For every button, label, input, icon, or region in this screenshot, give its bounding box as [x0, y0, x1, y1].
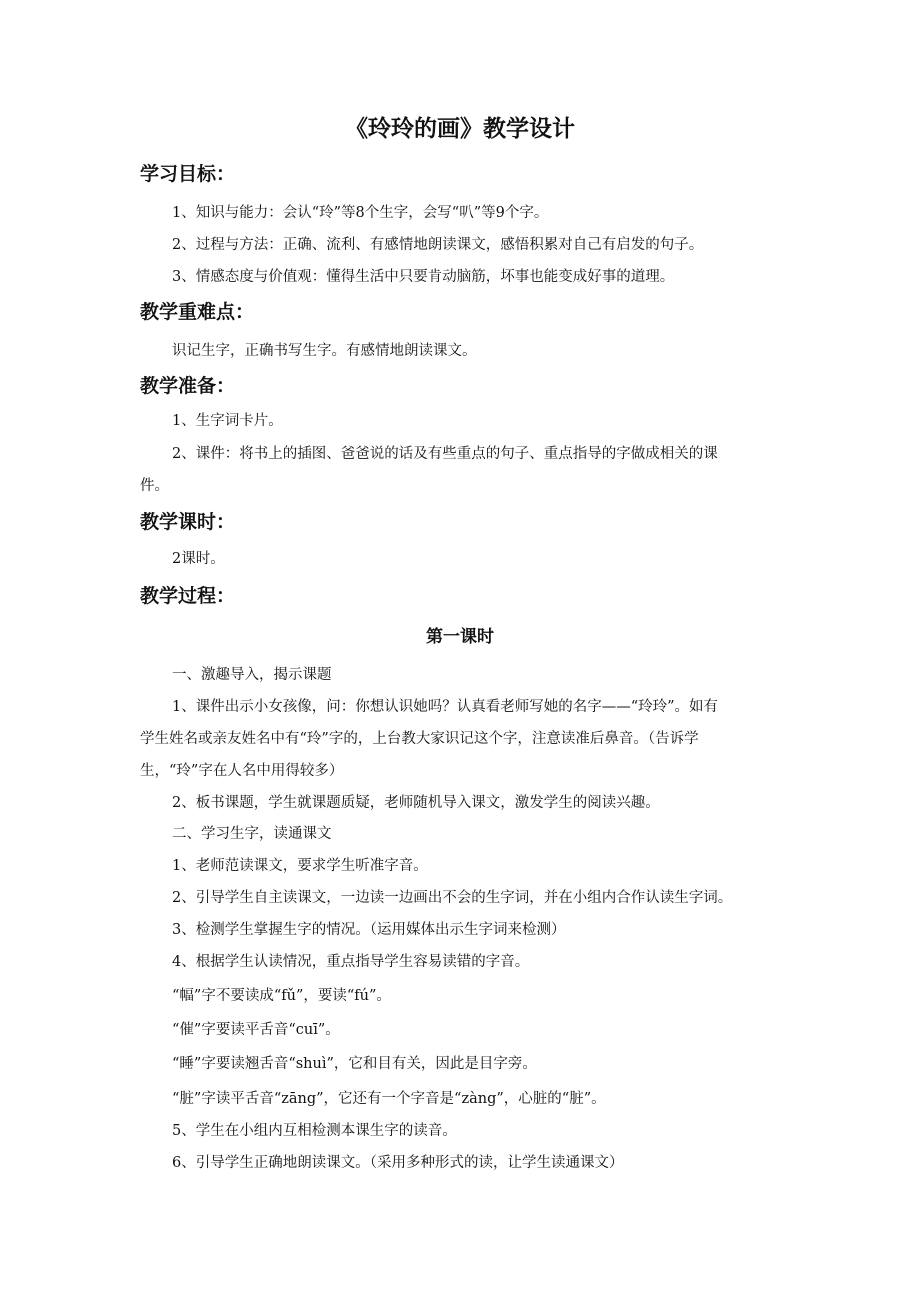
prep-item: 1、生字词卡片。 [172, 413, 283, 429]
step-item: 5、学生在小组内互相检测本课生字的读音。 [172, 1123, 457, 1139]
lesson-title: 第一课时 [426, 627, 494, 647]
step-item: 1、老师范读课文，要求学生听准字音。 [172, 858, 428, 874]
heading-key-points: 教学重难点： [140, 301, 255, 323]
heading-learning-goals: 学习目标： [140, 163, 236, 185]
heading-class-hours: 教学课时： [140, 511, 236, 533]
step-item-continued: 生，“玲”字在人名中用得较多） [140, 763, 344, 779]
key-points-text: 识记生字，正确书写生字。有感情地朗读课文。 [172, 343, 477, 359]
step-item-continued: 学生姓名或亲友姓名中有“玲”字的，上台教大家识记这个字，注意读准后鼻音。（告诉学 [140, 731, 699, 747]
step-item: 4、根据学生认读情况，重点指导学生容易读错的字音。 [172, 954, 530, 970]
goal-item: 2、过程与方法：正确、流利、有感情地朗读课文，感悟积累对自己有启发的句子。 [172, 237, 704, 253]
prep-item-continued: 件。 [140, 478, 169, 494]
pronunciation-note: “脏”字读平舌音“zāng”，它还有一个字音是“zàng”，心脏的“脏”。 [172, 1091, 606, 1107]
step-item: 1、课件出示小女孩像，问：你想认识她吗？认真看老师写她的名字——“玲玲”。如有 [172, 699, 719, 715]
prep-item: 2、课件：将书上的插图、爸爸说的话及有些重点的句子、重点指导的字做成相关的课 [172, 446, 718, 462]
goal-item: 3、情感态度与价值观：懂得生活中只要肯动脑筋，坏事也能变成好事的道理。 [172, 269, 675, 285]
document-title: 《玲玲的画》教学设计 [345, 116, 575, 142]
step-item: 3、检测学生掌握生字的情况。（运用媒体出示生字词来检测） [172, 922, 566, 938]
step-item: 2、板书课题，学生就课题质疑，老师随机导入课文，激发学生的阅读兴趣。 [172, 795, 660, 811]
heading-preparation: 教学准备： [140, 375, 236, 397]
section-heading: 一、激趣导入，揭示课题 [172, 667, 332, 683]
section-heading: 二、学习生字，读通课文 [172, 826, 332, 842]
step-item: 2、引导学生自主读课文，一边读一边画出不会的生字词，并在小组内合作认读生字词。 [172, 890, 733, 906]
goal-item: 1、知识与能力：会认“玲”等8个生字，会写“叭”等9个字。 [172, 205, 549, 221]
pronunciation-note: “幅”字不要读成“fǔ”，要读“fú”。 [172, 988, 391, 1004]
class-hours-text: 2课时。 [172, 551, 225, 567]
pronunciation-note: “催”字要读平舌音“cuī”。 [172, 1022, 340, 1038]
heading-teaching-process: 教学过程： [140, 585, 236, 607]
pronunciation-note: “睡”字要读翘舌音“shuì”，它和目有关，因此是目字旁。 [172, 1056, 537, 1072]
step-item: 6、引导学生正确地朗读课文。（采用多种形式的读，让学生读通课文） [172, 1155, 624, 1171]
